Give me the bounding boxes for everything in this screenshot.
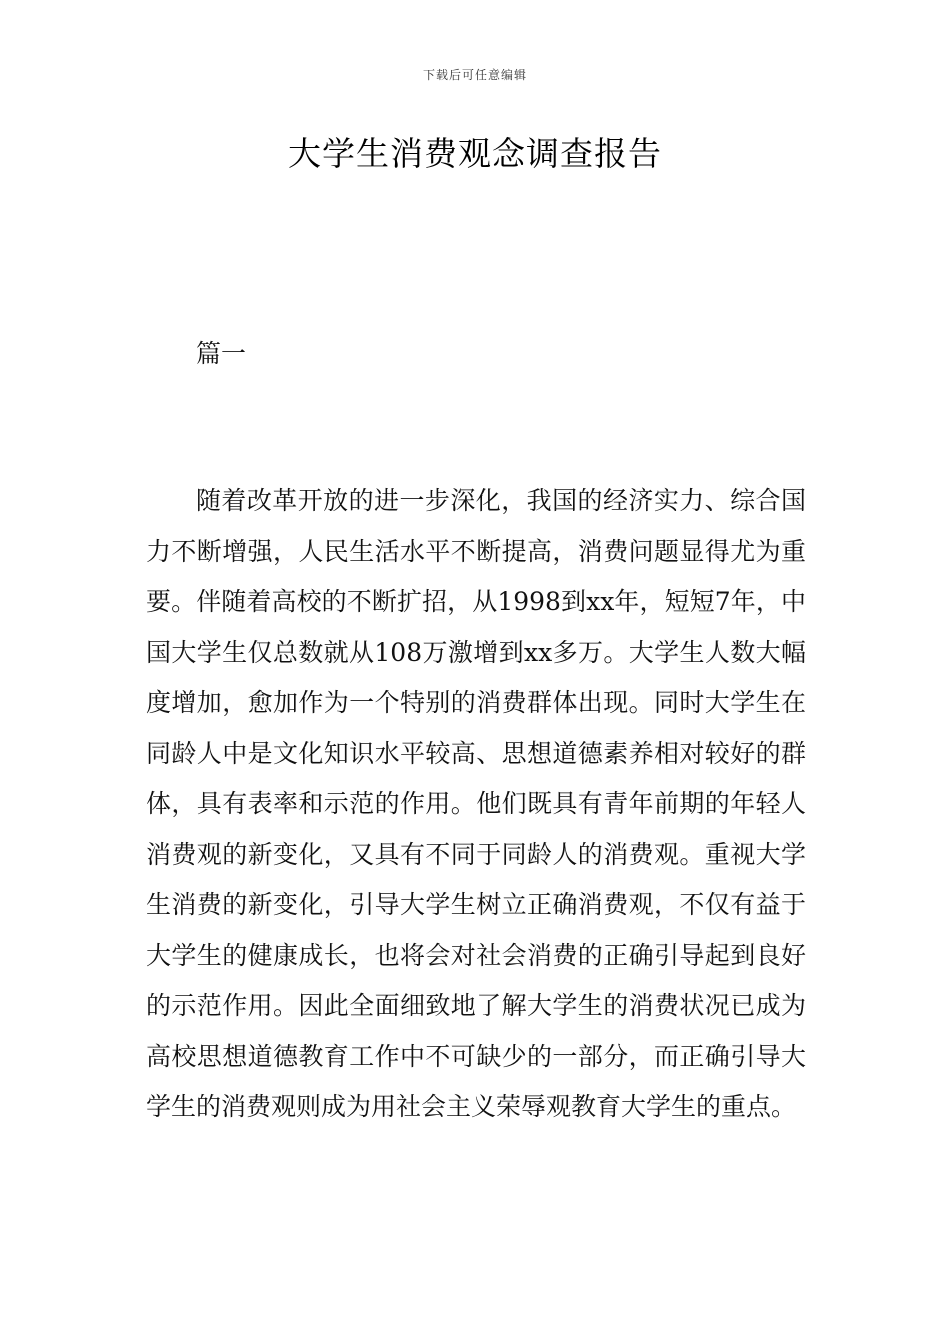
section-label: 篇一 xyxy=(196,339,247,368)
body-paragraph: 随着改革开放的进一步深化，我国的经济实力、综合国力不断增强，人民生活水平不断提高，消费问题显得尤为重要。伴随着高校的不断扩招，从1998到xx年，短短7年，中国大学生仅总数就从108万激增到xx多万。大学生人数大幅度增加，愈加作为一个特别的消费群体出现。同时大学生在同龄人中是文化知识水平较高、思想道德素养相对较好的群体，具有表率和示范的作用。他们既具有青年前期的年轻人消费观的新变化，又具有不同于同龄人的消费观。重视大学生消费的新变化，引导大学生树立正确消费观，不仅有益于大学生的健康成长，也将会对社会消费的正确引导起到良好的示范作用。因此全面细致地了解大学生的消费状况已成为高校思想道德教育工作中不可缺少的一部分，而正确引导大学生的消费观则成为用社会主义荣辱观教育大学生的重点。 xyxy=(146,486,806,1121)
document-title: 大学生消费观念调查报告 xyxy=(288,134,662,173)
header-note: 下载后可任意编辑 xyxy=(422,68,527,82)
